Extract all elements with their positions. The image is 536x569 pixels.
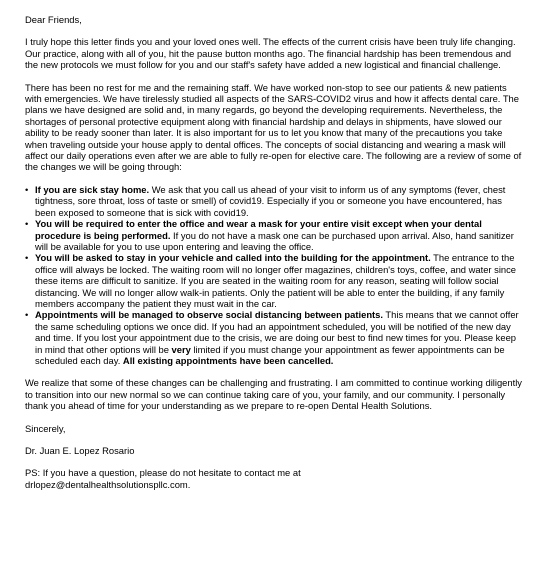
postscript: PS: If you have a question, please do not hesitate to contact me at [25, 467, 301, 479]
list-item [25, 184, 524, 218]
list-item-heading: Appointments will be managed to observe social distancing between patients. [35, 309, 383, 321]
changes-list [25, 184, 524, 367]
list-item [25, 218, 524, 252]
list-item-text: This means that we cannot offer the same scheduling options we once did. If you had an appointment scheduled, you will be notified of the new day and time. If you lost your appointment due to the crisis, we are doing our best to find new times for you. Please keep in mind that other options will be [35, 309, 519, 355]
emphasis-very: very [171, 343, 191, 355]
list-item-text: If you do not have a mask one can be purchased upon arrival. Also, hand sanitizer will be available for you to use upon entering and leaving the office. [35, 229, 514, 252]
contact-email: drlopez@dentalhealthsolutionspllc.com. [25, 478, 191, 490]
list-item-heading: You will be asked to stay in your vehicle and called into the building for the appointment. [35, 252, 431, 264]
list-item-heading: If you are sick stay home. [35, 183, 150, 195]
signoff: Sincerely, [25, 422, 66, 434]
list-item [25, 252, 524, 309]
salutation: Dear Friends, [25, 14, 82, 25]
list-item-text: limited if you must change your appointment as fewer appointments can be scheduled each day. [35, 343, 505, 366]
list-item-text: The entrance to the office will always be locked. The waiting room will no longer offer magazines, children's toys, coffee, and water since these items are difficult to sanitize. If you are seated in the waiting room for any reason, seating will follow social distancing. We will no longer allow walk-in patients. Only the patient will be able to enter the building, if any family members accompany the patient they must wait in the car. [35, 252, 517, 309]
list-item [25, 309, 524, 366]
cancellation-notice: All existing appointments have been cancelled. [122, 354, 334, 366]
closing-paragraph: We realize that some of these changes can be challenging and frustrating. I am committed to continue working diligently to transition into our new normal so we can continue taking care of you, your family, and our community. I personally thank you ahead of time for your understanding as we prepare to re-open Dental Health Solutions. [25, 377, 522, 412]
list-item-heading: You will be required to enter the office and wear a mask for your entire visit except when your dental procedure is being performed. [35, 218, 482, 241]
body-paragraph: There has been no rest for me and the remaining staff. We have worked non-stop to see our patients & new patients with emergencies. We have tirelessly studied all aspects of the SARS-COVID2 virus and how it affects dental care. The plans we have designed are solid and, in many regards, go beyond the developing requirements. Nevertheless, the shortages of personal protective equipment along with financial hardship and delays in shipments, have slowed our ability to be ready sooner than later. It is also important for us to let you know that many of the precautions you take when traveling outside your house apply to dental offices. The concepts of social distancing and wearing a mask will affect our daily operations even after we are able to fully re-open for elective care. The following are a review of some of the changes we will be going through: [25, 81, 522, 173]
intro-paragraph: I truly hope this letter finds you and your loved ones well. The effects of the current crisis have been truly life changing. Our practice, along with all of you, hit the pause button months ago. The financial hardship has been tremendous and the new protocols we must follow for you and our staff's safety have added a new logistical and financial challenge. [25, 36, 516, 71]
signature-name: Dr. Juan E. Lopez Rosario [25, 445, 135, 456]
list-item-text: We ask that you call us ahead of your visit to inform us of any symptoms (fever, chest tightness, sore throat, loss of taste or smell) of covid19. Especially if you or someone you have encountered, has been exposed to someone that is sick with covid19. [35, 183, 506, 218]
